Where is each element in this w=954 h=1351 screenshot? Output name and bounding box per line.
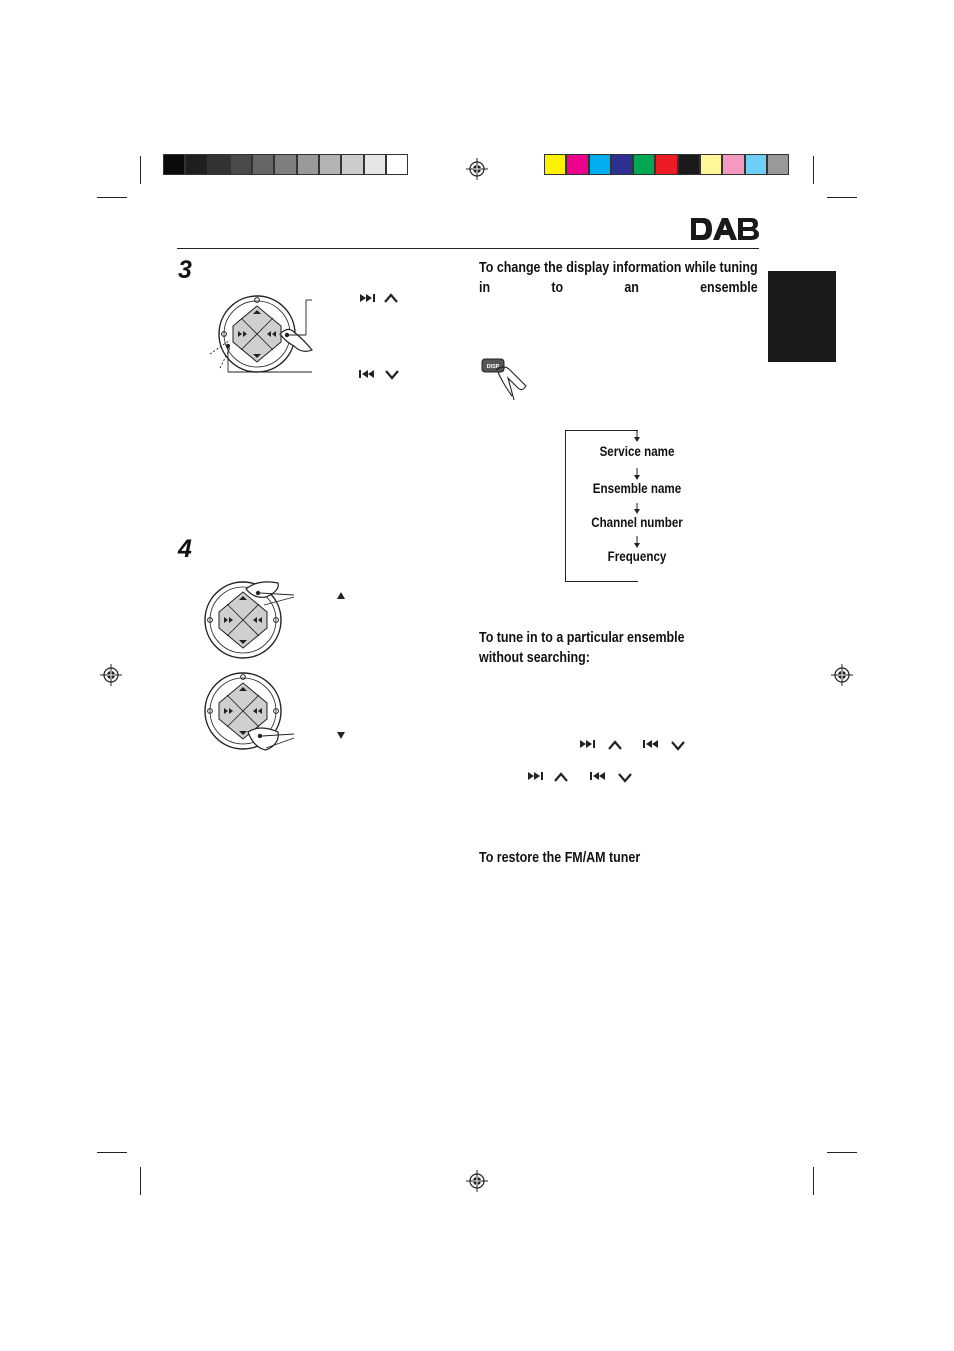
- grayscale-swatch: [274, 154, 296, 175]
- crop-mark: [140, 1167, 141, 1195]
- flow-item-service-name: Service name: [599, 444, 675, 459]
- grayscale-swatch: [364, 154, 386, 175]
- registration-target-icon: [100, 664, 122, 686]
- flow-item-channel-number: Channel number: [591, 515, 683, 530]
- color-swatch: [611, 154, 633, 175]
- color-swatch: [633, 154, 655, 175]
- skip-buttons-row2-icon: [528, 770, 638, 784]
- grayscale-swatch: [163, 154, 185, 175]
- color-swatch: [544, 154, 566, 175]
- registration-target-icon: [466, 1170, 488, 1192]
- crop-mark: [97, 1152, 127, 1153]
- grayscale-swatch: [230, 154, 252, 175]
- grayscale-swatch: [185, 154, 207, 175]
- tune-ensemble-heading: To tune in to a particular ensemble without searching:: [479, 630, 685, 666]
- color-swatch: [767, 154, 789, 175]
- restore-tuner-heading: To restore the FM/AM tuner: [479, 850, 641, 866]
- control-dial-step3-illustration: [200, 288, 430, 398]
- flow-item-frequency: Frequency: [607, 549, 667, 564]
- crop-mark: [140, 156, 141, 184]
- grayscale-calibration-bar: [163, 154, 408, 175]
- disp-button-label: DISP: [486, 364, 500, 370]
- flow-item-ensemble-name: Ensemble name: [592, 481, 682, 496]
- crop-mark: [827, 1152, 857, 1153]
- disp-button-press-illustration: [478, 356, 538, 404]
- grayscale-swatch: [297, 154, 319, 175]
- color-swatch: [745, 154, 767, 175]
- crop-mark: [813, 156, 814, 184]
- registration-target-icon: [831, 664, 853, 686]
- display-info-heading: To change the display information while tuning in to an ensemble: [479, 260, 758, 296]
- dab-logo-text: DAB: [725, 252, 728, 253]
- grayscale-swatch: [341, 154, 363, 175]
- grayscale-swatch: [319, 154, 341, 175]
- crop-mark: [813, 1167, 814, 1195]
- color-swatch: [722, 154, 744, 175]
- color-calibration-bar: [544, 154, 789, 175]
- grayscale-swatch: [208, 154, 230, 175]
- step-number-4: 4: [178, 535, 192, 563]
- dab-logo-icon: [691, 217, 759, 253]
- skip-buttons-row1-icon: [580, 738, 690, 752]
- color-swatch: [589, 154, 611, 175]
- registration-target-icon: [466, 158, 488, 180]
- step-number-3: 3: [178, 256, 192, 284]
- crop-mark: [827, 197, 857, 198]
- color-swatch: [566, 154, 588, 175]
- language-side-tab: [768, 271, 836, 362]
- color-swatch: [655, 154, 677, 175]
- header-rule: [177, 248, 759, 249]
- control-dial-step4-down-illustration: [200, 668, 360, 758]
- color-swatch: [678, 154, 700, 175]
- color-swatch: [700, 154, 722, 175]
- control-dial-step4-up-illustration: [200, 575, 360, 665]
- crop-mark: [97, 197, 127, 198]
- grayscale-swatch: [252, 154, 274, 175]
- grayscale-swatch: [386, 154, 408, 175]
